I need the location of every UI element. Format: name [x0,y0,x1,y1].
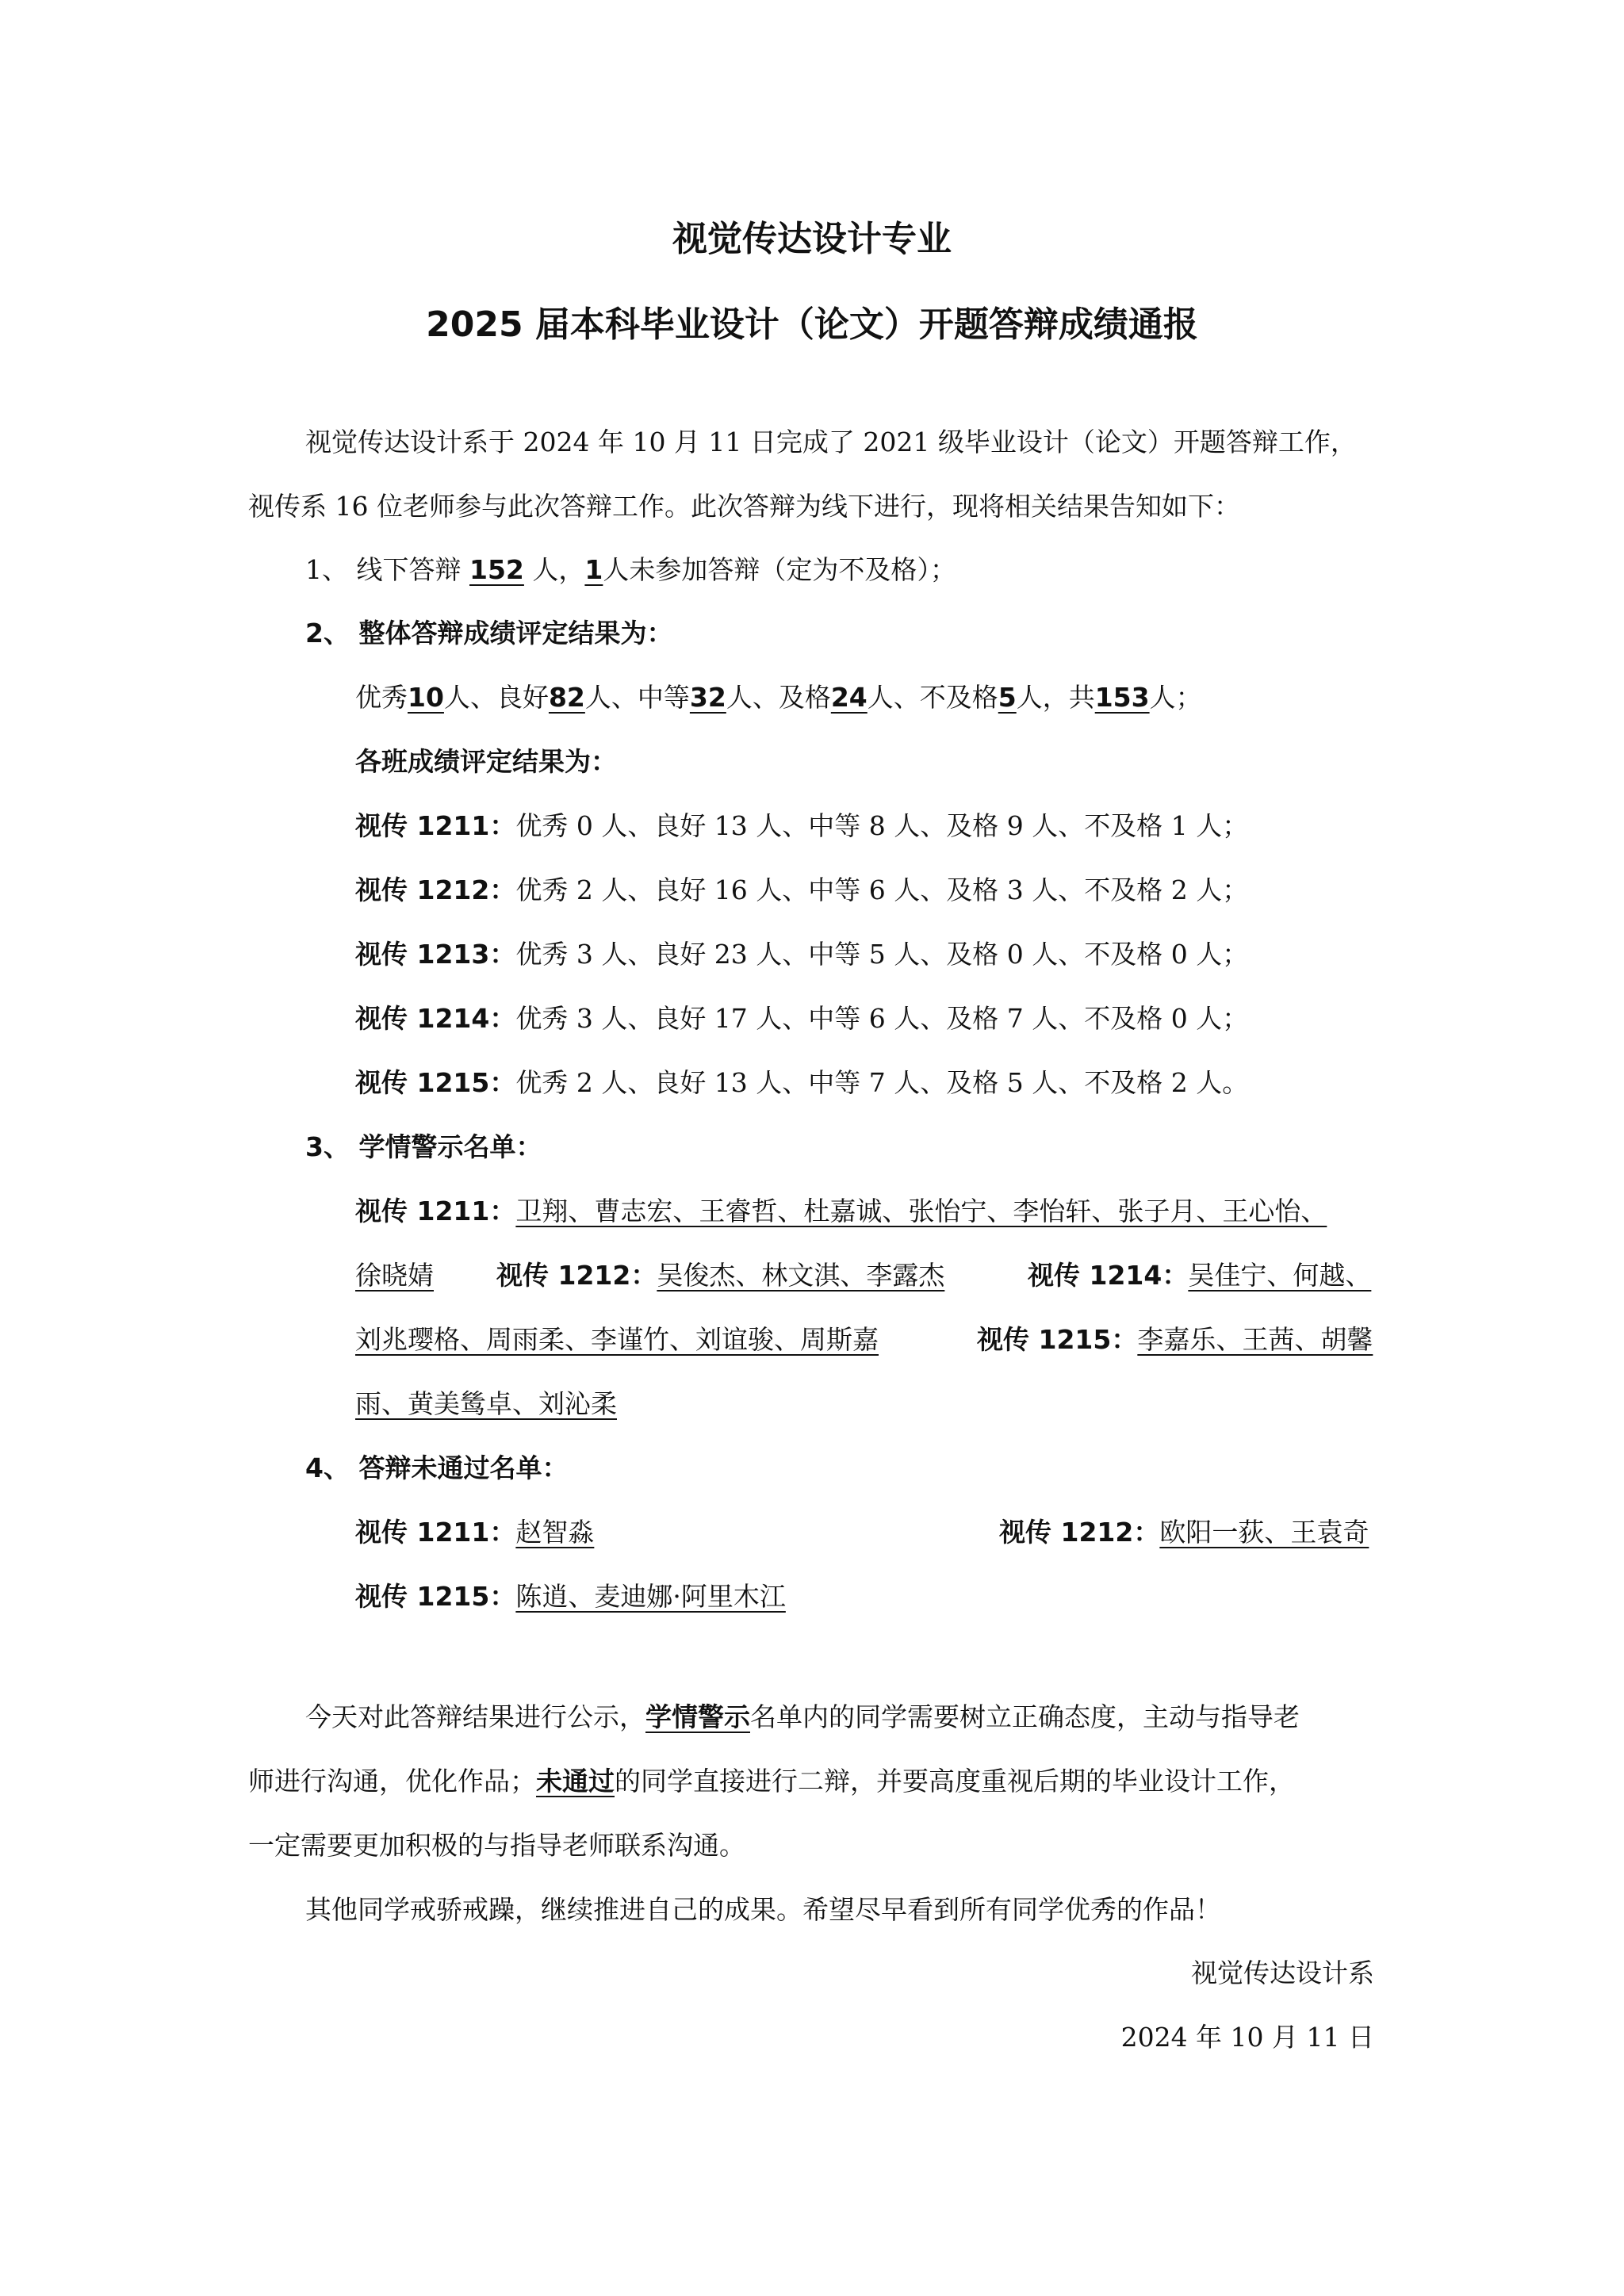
total-label: 人，共 [1016,682,1095,713]
warning-line-2 [355,1257,434,1295]
item-1-number: 1、 [305,554,348,585]
class-name: 视传 1215： [355,1581,516,1612]
warning-line-3b [977,1321,1373,1359]
failed-names: 赵智淼 [515,1517,595,1548]
warning-names: 卫翔、曹志宏、王睿哲、杜嘉诚、张怡宁、李怡轩、张子月、王心怡、 [515,1196,1327,1226]
warning-line-4 [355,1385,617,1423]
good-count: 82 [548,682,585,713]
closing-text: 名单内的同学需要树立正确态度，主动与指导老 [750,1701,1300,1732]
class-name: 视传 1212： [496,1260,657,1291]
class-result-text: 优秀 3 人、良好 17 人、中等 6 人、及格 7 人、不及格 0 人； [515,1003,1249,1034]
failed-row-2 [355,1578,786,1616]
item-3-heading: 3、 学情警示名单： [305,1131,542,1162]
warning-names: 雨、黄美鸶卓、刘沁柔 [355,1388,617,1419]
overall-results [355,679,1202,717]
class-result-row [355,1000,1248,1038]
class-name: 视传 1213： [355,939,516,970]
excellent-count: 10 [408,682,444,713]
closing-line-1 [305,1698,1300,1736]
good-label: 人、良好 [443,682,549,713]
excellent-label: 优秀 [355,682,408,713]
item-1-prefix: 线下答辩 [356,554,462,585]
fail-count: 5 [998,682,1017,713]
closing-line-4: 其他同学戒骄戒躁，继续推进自己的成果。希望尽早看到所有同学优秀的作品！ [305,1894,1221,1925]
intro-line-2: 视传系 16 位老师参与此次答辩工作。此次答辩为线下进行，现将相关结果告知如下： [248,491,1240,522]
class-name: 视传 1212： [999,1517,1160,1548]
medium-count: 32 [689,682,726,713]
class-result-text: 优秀 0 人、良好 13 人、中等 8 人、及格 9 人、不及格 1 人； [515,810,1249,841]
absent-count: 1 [584,554,603,585]
class-name: 视传 1211： [355,1196,516,1226]
class-name: 视传 1215： [977,1324,1138,1355]
warning-names: 刘兆璎格、周雨柔、李谨竹、刘谊骏、周斯嘉 [355,1324,879,1355]
class-name: 视传 1214： [1028,1260,1189,1291]
class-name: 视传 1212： [355,874,516,905]
failed-emphasis: 未通过 [536,1766,615,1797]
class-result-row [355,1064,1248,1102]
item-1-mid: 人， [532,554,585,585]
offline-count: 152 [469,554,524,585]
intro-line-1: 视觉传达设计系于 2024 年 10 月 11 日完成了 2021 级毕业设计（论文）开题答辩工作， [305,427,1357,457]
medium-label: 人、中等 [584,682,690,713]
class-result-text: 优秀 2 人、良好 16 人、中等 6 人、及格 3 人、不及格 2 人； [515,874,1249,905]
warning-line-2c [1028,1257,1371,1295]
class-result-row [355,936,1248,974]
pass-label: 人、及格 [726,682,831,713]
warning-names: 吴俊杰、林文淇、李露杰 [657,1260,945,1291]
failed-names: 欧阳一荻、王袁奇 [1159,1517,1369,1548]
class-result-text: 优秀 3 人、良好 23 人、中等 5 人、及格 0 人、不及格 0 人； [515,939,1249,970]
item-4-heading: 4、 答辩未通过名单： [305,1452,569,1483]
closing-line-3: 一定需要更加积极的与指导老师联系沟通。 [248,1830,745,1861]
warning-line-1 [355,1192,1327,1230]
item-2-heading: 2、 整体答辩成绩评定结果为： [305,618,673,649]
class-result-text: 优秀 2 人、良好 13 人、中等 7 人、及格 5 人、不及格 2 人。 [515,1067,1249,1098]
class-name: 视传 1214： [355,1003,516,1034]
failed-row-1b [999,1513,1369,1552]
closing-line-2 [248,1762,1295,1800]
warning-emphasis: 学情警示 [645,1701,750,1732]
class-result-row [355,871,1248,909]
failed-names: 陈逍、麦迪娜·阿里木江 [515,1581,786,1612]
title-line-1: 视觉传达设计专业 [672,219,952,259]
closing-text: 的同学直接进行二辩，并要高度重视后期的毕业设计工作， [615,1766,1295,1797]
closing-text: 今天对此答辩结果进行公示， [305,1701,645,1732]
pass-count: 24 [830,682,868,713]
overall-end: 人； [1149,682,1202,713]
warning-names: 李嘉乐、王茜、胡馨 [1137,1324,1373,1355]
item-1-suffix: 人未参加答辩（定为不及格）； [603,554,956,585]
fail-label: 人、不及格 [867,682,998,713]
failed-row-1a [355,1513,594,1552]
warning-line-2b [496,1257,944,1295]
class-name: 视传 1215： [355,1067,516,1098]
item-1 [305,551,956,589]
warning-line-3 [355,1321,879,1359]
class-results-heading: 各班成绩评定结果为： [355,746,617,777]
warning-names: 徐晓婧 [355,1260,434,1291]
signature-department: 视觉传达设计系 [1191,1957,1374,1988]
title-line-2: 2025 届本科毕业设计（论文）开题答辩成绩通报 [426,304,1198,345]
closing-text: 师进行沟通，优化作品； [248,1766,536,1797]
signature-date: 2024 年 10 月 11 日 [1120,2022,1374,2053]
class-name: 视传 1211： [355,810,516,841]
warning-names: 吴佳宁、何越、 [1188,1260,1372,1291]
class-result-row [355,807,1248,845]
total-count: 153 [1094,682,1150,713]
class-name: 视传 1211： [355,1517,516,1548]
